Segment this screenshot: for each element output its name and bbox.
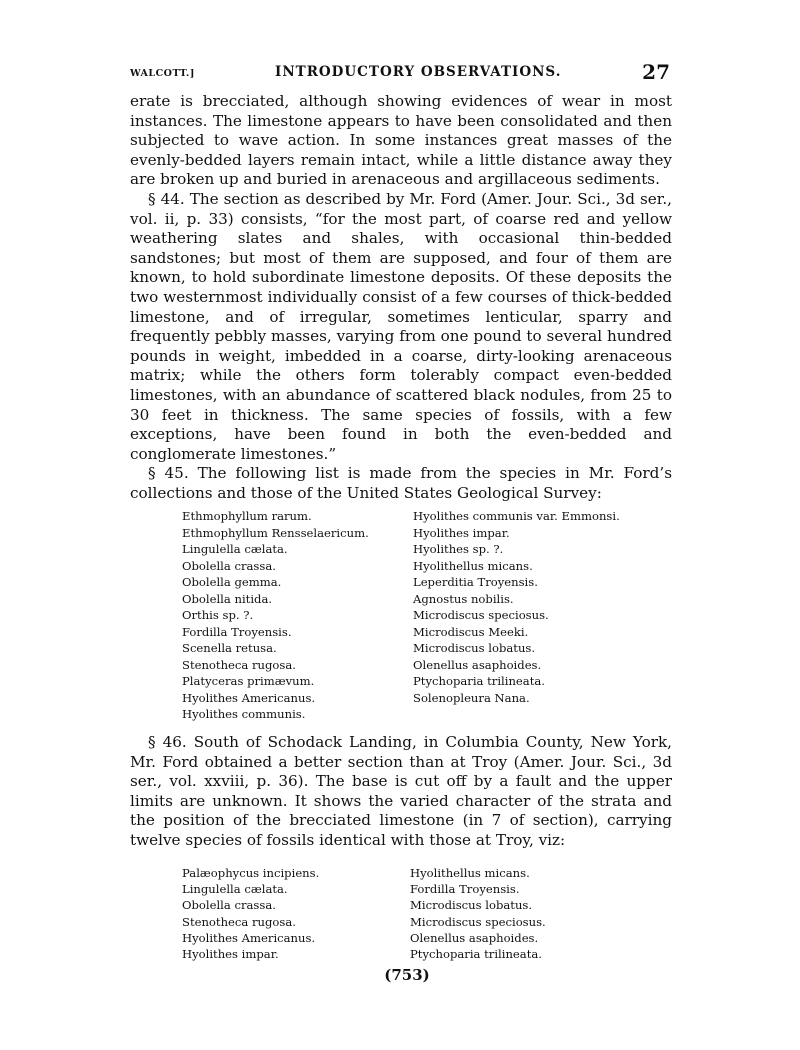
paragraph-continuation: erate is brecciated, although showing evidences of wear in most instances. The limestone appears to have been consolidated and then subjected to wave action. In some instances great masses of the evenly-bedded layers remain intact, while a little distance away they are broken up and buried in arenaceous and argillaceous sediments. [130,92,672,189]
species-list-schodack [182,865,662,965]
species-item: Hyolithes communis var. Emmonsi. [413,509,620,523]
paragraph-section-46: § 46. South of Schodack Landing, in Columbia County, New York, Mr. Ford obtained a better section than at Troy (Amer. Jour. Sci., 3d ser., vol. xxviii, p. 36). The base is cut off by a fault and the upper limits are unknown. It shows the varied character of the strata and the position of the brecciated limestone (in 7 of section), carrying twelve species of fossils identical with those at Troy, viz: [130,733,672,849]
running-head [130,60,670,86]
species-item: Hyolithes impar. [413,525,510,540]
species-column-left [182,508,369,723]
species-column-right [413,508,620,706]
species-item: Lingulella cælata. [182,882,288,897]
species-item: Ethmophyllum rarum. [182,509,312,523]
page-number-footer: (753) [384,966,430,984]
species-item: Hyolithes Americanus. [182,930,316,945]
species-item: Leperditia Troyensis. [413,575,538,589]
species-item: Microdiscus lobatus. [410,898,533,913]
species-item: Agnostus nobilis. [413,591,514,606]
species-item: Ptychoparia trilineata. [413,674,545,688]
species-item: Obolella gemma. [182,575,282,589]
page-number-top: 27 [642,60,670,84]
species-item: Ptychoparia trilineata. [410,947,542,962]
species-item: Hyolithes sp. ?. [413,542,504,556]
species-item: Fordilla Troyensis. [182,624,292,639]
species-item: Microdiscus speciosus. [413,608,549,622]
paragraph-section-45: § 45. The following list is made from the species in Mr. Ford’s collections and those of the United States Geological Survey: [130,464,672,502]
species-item: Microdiscus Meeki. [413,624,529,639]
species-item: Stenotheca rugosa. [182,657,296,672]
section-46-text [130,733,672,851]
species-item: Obolella nitida. [182,591,273,606]
species-item: Platyceras primævum. [182,674,315,688]
species-item: Lingulella cælata. [182,542,288,556]
species-column-left [182,865,319,962]
species-item: Orthis sp. ?. [182,608,254,622]
species-item: Hyolithes Americanus. [182,690,316,705]
species-item: Fordilla Troyensis. [410,882,520,897]
species-item: Palæophycus incipiens. [182,866,320,880]
main-text [130,92,672,503]
species-item: Obolella crassa. [182,558,276,573]
author-tag: WALCOTT.] [130,68,195,79]
species-item: Hyolithes communis. [182,707,306,721]
species-item: Olenellus asaphoides. [410,930,539,945]
species-item: Hyolithellus micans. [410,866,530,880]
species-item: Hyolithellus micans. [413,558,533,573]
species-item: Solenopleura Nana. [413,690,530,705]
species-item: Microdiscus speciosus. [410,914,546,929]
species-list-troy [182,508,662,728]
species-item: Microdiscus lobatus. [413,641,536,655]
species-item: Stenotheca rugosa. [182,914,296,929]
species-item: Ethmophyllum Rensselaericum. [182,525,369,540]
species-column-right [410,865,546,962]
chapter-title: INTRODUCTORY OBSERVATIONS. [275,64,562,80]
species-item: Scenella retusa. [182,641,277,655]
species-item: Hyolithes impar. [182,947,279,962]
species-item: Obolella crassa. [182,898,276,913]
paragraph-section-44: § 44. The section as described by Mr. Ford (Amer. Jour. Sci., 3d ser., vol. ii, p. 33) consists, “for the most part, of coarse red and yellow weathering slates and shales, with occasional thin-bedded sandstones; but most of them are supposed, and four of them are known, to hold subordinate limestone deposits. Of these deposits the two westernmost individually consist of a few courses of thick-bedded limestone, and of irregular, sometimes lenticular, sparry and frequently pebbly masses, varying from one pound to several hundred pounds in weight, imbedded in a coarse, dirty-looking arenaceous matrix; while the others form tolerably compact even-bedded limestones, with an abundance of scattered black nodules, from 25 to 30 feet in thickness. The same species of fossils, with a few exceptions, have been found in both the even-bedded and conglomerate limestones.” [130,189,672,463]
species-item: Olenellus asaphoides. [413,657,542,672]
